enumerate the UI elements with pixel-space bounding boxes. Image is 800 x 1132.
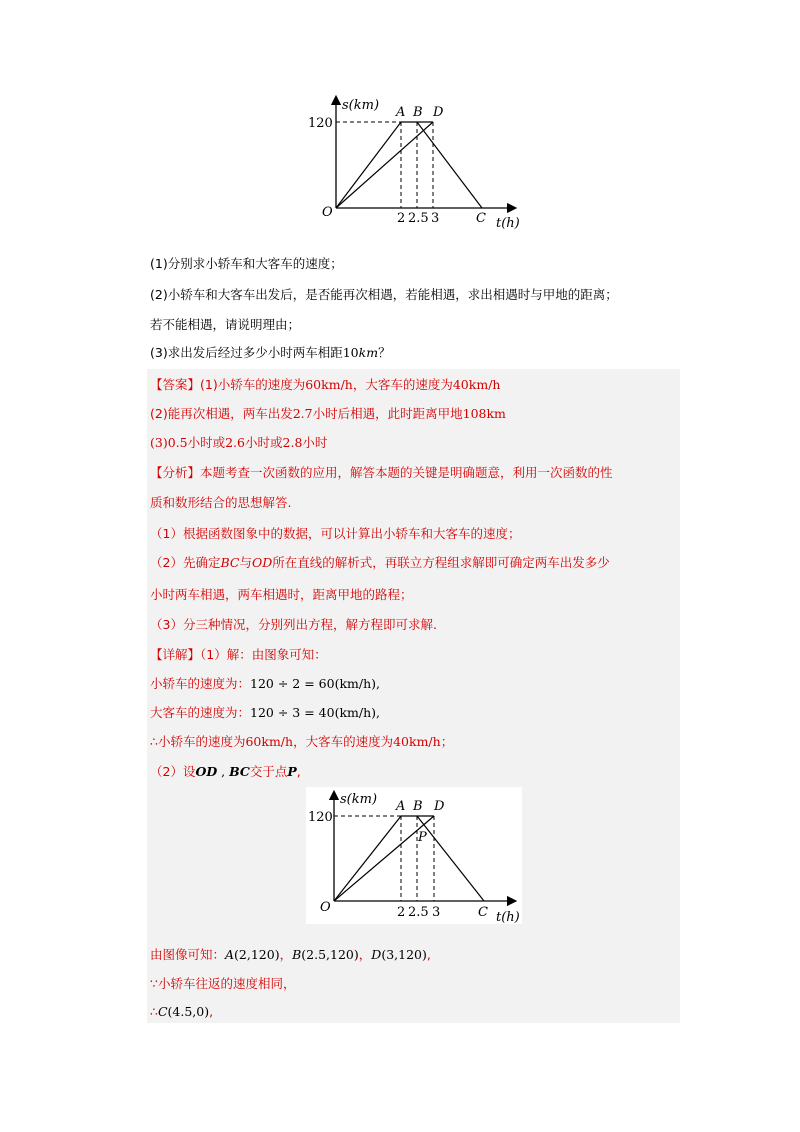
x-tick-3: 3: [432, 905, 441, 920]
figure-2-graph: [306, 787, 522, 924]
detail-tag: 【详解】: [150, 647, 201, 662]
therefore-symbol: ∴: [150, 1004, 158, 1019]
q3-text: (3)求出发后经过多少小时两车相距: [150, 345, 343, 360]
line-bc: [417, 816, 484, 901]
end-2: ,: [209, 1004, 214, 1019]
concl-b: ，大客车的速度为: [293, 734, 394, 749]
end-1: ,: [426, 947, 431, 962]
q3-unit: km: [358, 345, 379, 360]
analysis-p2-od: OD: [251, 555, 273, 570]
point-b-label: B: [413, 105, 423, 120]
points-intro: 由图像可知：: [150, 947, 226, 962]
p2-bc: BC: [229, 764, 250, 779]
point-c-label: C: [478, 905, 488, 920]
analysis-p2-c: 所在直线的解析式，再联立方程组求解即可确定两车出发多少: [272, 555, 610, 570]
line-bc: [417, 122, 482, 208]
answer-2-unit: km: [486, 406, 506, 421]
line-oa: [334, 816, 401, 901]
point-d-label: D: [434, 799, 445, 814]
answer-2-v2: 108: [462, 406, 487, 421]
answer-3-text-b: 小时或: [245, 435, 283, 450]
question-3: [150, 344, 391, 362]
point-d-value: (3,120): [381, 947, 427, 962]
sep-1: ，: [279, 947, 293, 962]
q3-value: 10: [342, 345, 359, 360]
point-b-label: B: [413, 799, 423, 814]
t-axis-label: t(h): [496, 910, 520, 924]
point-a-label: A: [396, 105, 406, 120]
q3-end: ？: [378, 345, 391, 360]
answer-line-2: [150, 405, 506, 423]
concl-a: ∴小轿车的速度为: [150, 734, 246, 749]
car-equation: 120 ÷ 2 = 60(km/h),: [250, 676, 380, 691]
detail-line-1: [150, 646, 327, 664]
p2-od: OD: [195, 764, 218, 779]
answer-1-u2: km/h: [468, 377, 501, 392]
x-tick-2-5: 2.5: [408, 211, 429, 226]
x-tick-2: 2: [397, 211, 406, 226]
analysis-point-2-line-2: 小时两车相遇，两车相遇时，距离甲地的路程；: [150, 587, 413, 602]
car-label: 小轿车的速度为：: [150, 676, 251, 691]
figure-2-svg: [306, 787, 522, 924]
t-axis-label: t(h): [496, 216, 520, 230]
detail-therefore: [150, 1003, 213, 1021]
analysis-p2-b: 与: [239, 555, 252, 570]
p2-p: P: [287, 764, 297, 779]
analysis-point-2: [150, 554, 610, 572]
analysis-p2-bc: BC: [220, 555, 240, 570]
answer-2-text-b: 小时后相遇，此时距离甲地: [312, 406, 463, 421]
detail-points-line: [150, 946, 431, 964]
y-tick-120: 120: [308, 810, 333, 825]
detail-car-speed: [150, 675, 380, 693]
p2-a: （2）设: [150, 764, 196, 779]
answer-line-3: [150, 434, 327, 452]
s-axis-label: s(km): [342, 98, 380, 113]
line-od: [336, 122, 433, 208]
detail-because: ∵小轿车往返的速度相同，: [150, 976, 296, 991]
line-od: [334, 816, 434, 901]
point-a-value: (2,120): [234, 947, 280, 962]
answer-1-text: (1)小轿车的速度为: [200, 377, 306, 392]
bus-label: 大客车的速度为：: [150, 705, 251, 720]
concl-u1: km/h: [261, 734, 294, 749]
concl-u2: km/h；: [409, 734, 454, 749]
analysis-point-1: （1）根据函数图象中的数据，可以计算出小轿车和大客车的速度；: [150, 526, 521, 541]
analysis-p2-a: （2）先确定: [150, 555, 221, 570]
sep-2: ，: [358, 947, 372, 962]
p2-comma: ,: [217, 764, 230, 779]
x-tick-2-5: 2.5: [408, 905, 429, 920]
origin-label: O: [320, 900, 331, 915]
answer-3-v2: 2.6: [225, 435, 245, 450]
point-c-value: (4.5,0): [167, 1004, 210, 1019]
point-p-label: P: [418, 830, 427, 845]
y-tick-120: 120: [308, 116, 333, 131]
bus-equation: 120 ÷ 3 = 40(km/h),: [250, 705, 380, 720]
analysis-line-1: [150, 464, 613, 482]
detail-part-2: [150, 763, 301, 781]
detail-conclusion: [150, 733, 453, 751]
question-2-line-2: 若不能相遇，请说明理由；: [150, 317, 301, 332]
origin-label: O: [322, 205, 333, 220]
point-a-label: A: [396, 799, 406, 814]
question-2-line-1: (2)小轿车和大客车出发后，是否能再次相遇，若能相遇，求出相遇时与甲地的距离；: [150, 287, 618, 302]
analysis-point-3: （3）分三种情况，分别列出方程，解方程即可求解.: [150, 617, 437, 632]
point-d-label: D: [433, 105, 444, 120]
point-c-name: C: [157, 1004, 168, 1019]
point-b-name: B: [292, 947, 302, 962]
answer-2-text: (2)能再次相遇，两车出发: [150, 406, 293, 421]
point-d-name: D: [371, 947, 382, 962]
figure-1-graph: [300, 90, 540, 230]
analysis-line-2: 质和数形结合的思想解答.: [150, 495, 292, 510]
answer-3-text-a: 小时或: [187, 435, 226, 450]
detail-bus-speed: [150, 704, 380, 722]
point-c-label: C: [476, 211, 486, 226]
answer-1-v1: 60: [305, 377, 322, 392]
point-a-name: A: [225, 947, 235, 962]
analysis-text-1: 本题考查一次函数的应用，解答本题的关键是明确题意，利用一次函数的性: [200, 465, 613, 480]
concl-v2: 40: [393, 734, 409, 749]
answer-2-v1: 2.7: [292, 406, 313, 421]
answer-3-text-c: 小时: [302, 435, 328, 450]
answer-tag: 【答案】: [150, 377, 201, 392]
line-oa: [336, 122, 401, 208]
question-1: (1)分别求小轿车和大客车的速度；: [150, 256, 343, 271]
answer-1-text-b: ，大客车的速度为: [352, 377, 453, 392]
detail-text-1: （1）解：由图象可知：: [200, 647, 327, 662]
point-b-value: (2.5,120): [301, 947, 359, 962]
answer-3-v3: 2.8: [282, 435, 303, 450]
concl-v1: 60: [245, 734, 262, 749]
s-axis-label: s(km): [340, 792, 378, 807]
p2-b: 交于点: [249, 764, 288, 779]
analysis-tag: 【分析】: [150, 465, 201, 480]
answer-1-v2: 40: [452, 377, 469, 392]
figure-1-svg: [300, 90, 540, 230]
x-tick-3: 3: [431, 211, 440, 226]
p2-end: ,: [296, 764, 301, 779]
answer-3-v1: (3)0.5: [150, 435, 188, 450]
answer-1-u1: km/h: [321, 377, 353, 392]
answer-line-1: [150, 376, 500, 394]
x-tick-2: 2: [397, 905, 406, 920]
